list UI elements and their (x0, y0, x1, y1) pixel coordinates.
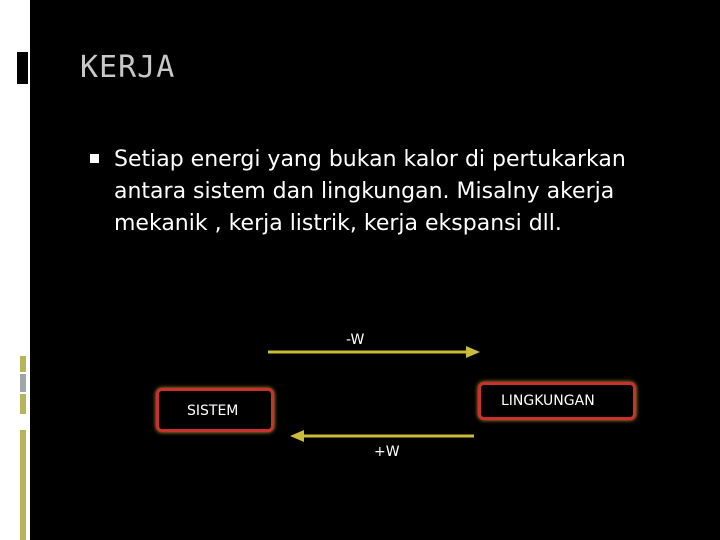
work-in-label: +W (374, 444, 400, 460)
system-box (156, 388, 274, 432)
surroundings-label: LINGKUNGAN (501, 393, 595, 409)
system-label: SISTEM (187, 403, 239, 419)
work-out-arrowhead (466, 346, 480, 358)
slide-title: KERJA (80, 50, 176, 85)
surroundings-box (478, 382, 636, 420)
bullet-text: Setiap energi yang bukan kalor di pertukarkan antara sistem dan lingkungan. Misalny akerja mekanik , kerja listrik, kerja ekspansi dll. (114, 147, 626, 236)
work-in-arrowhead (290, 430, 304, 442)
work-out-label: -W (346, 332, 365, 348)
